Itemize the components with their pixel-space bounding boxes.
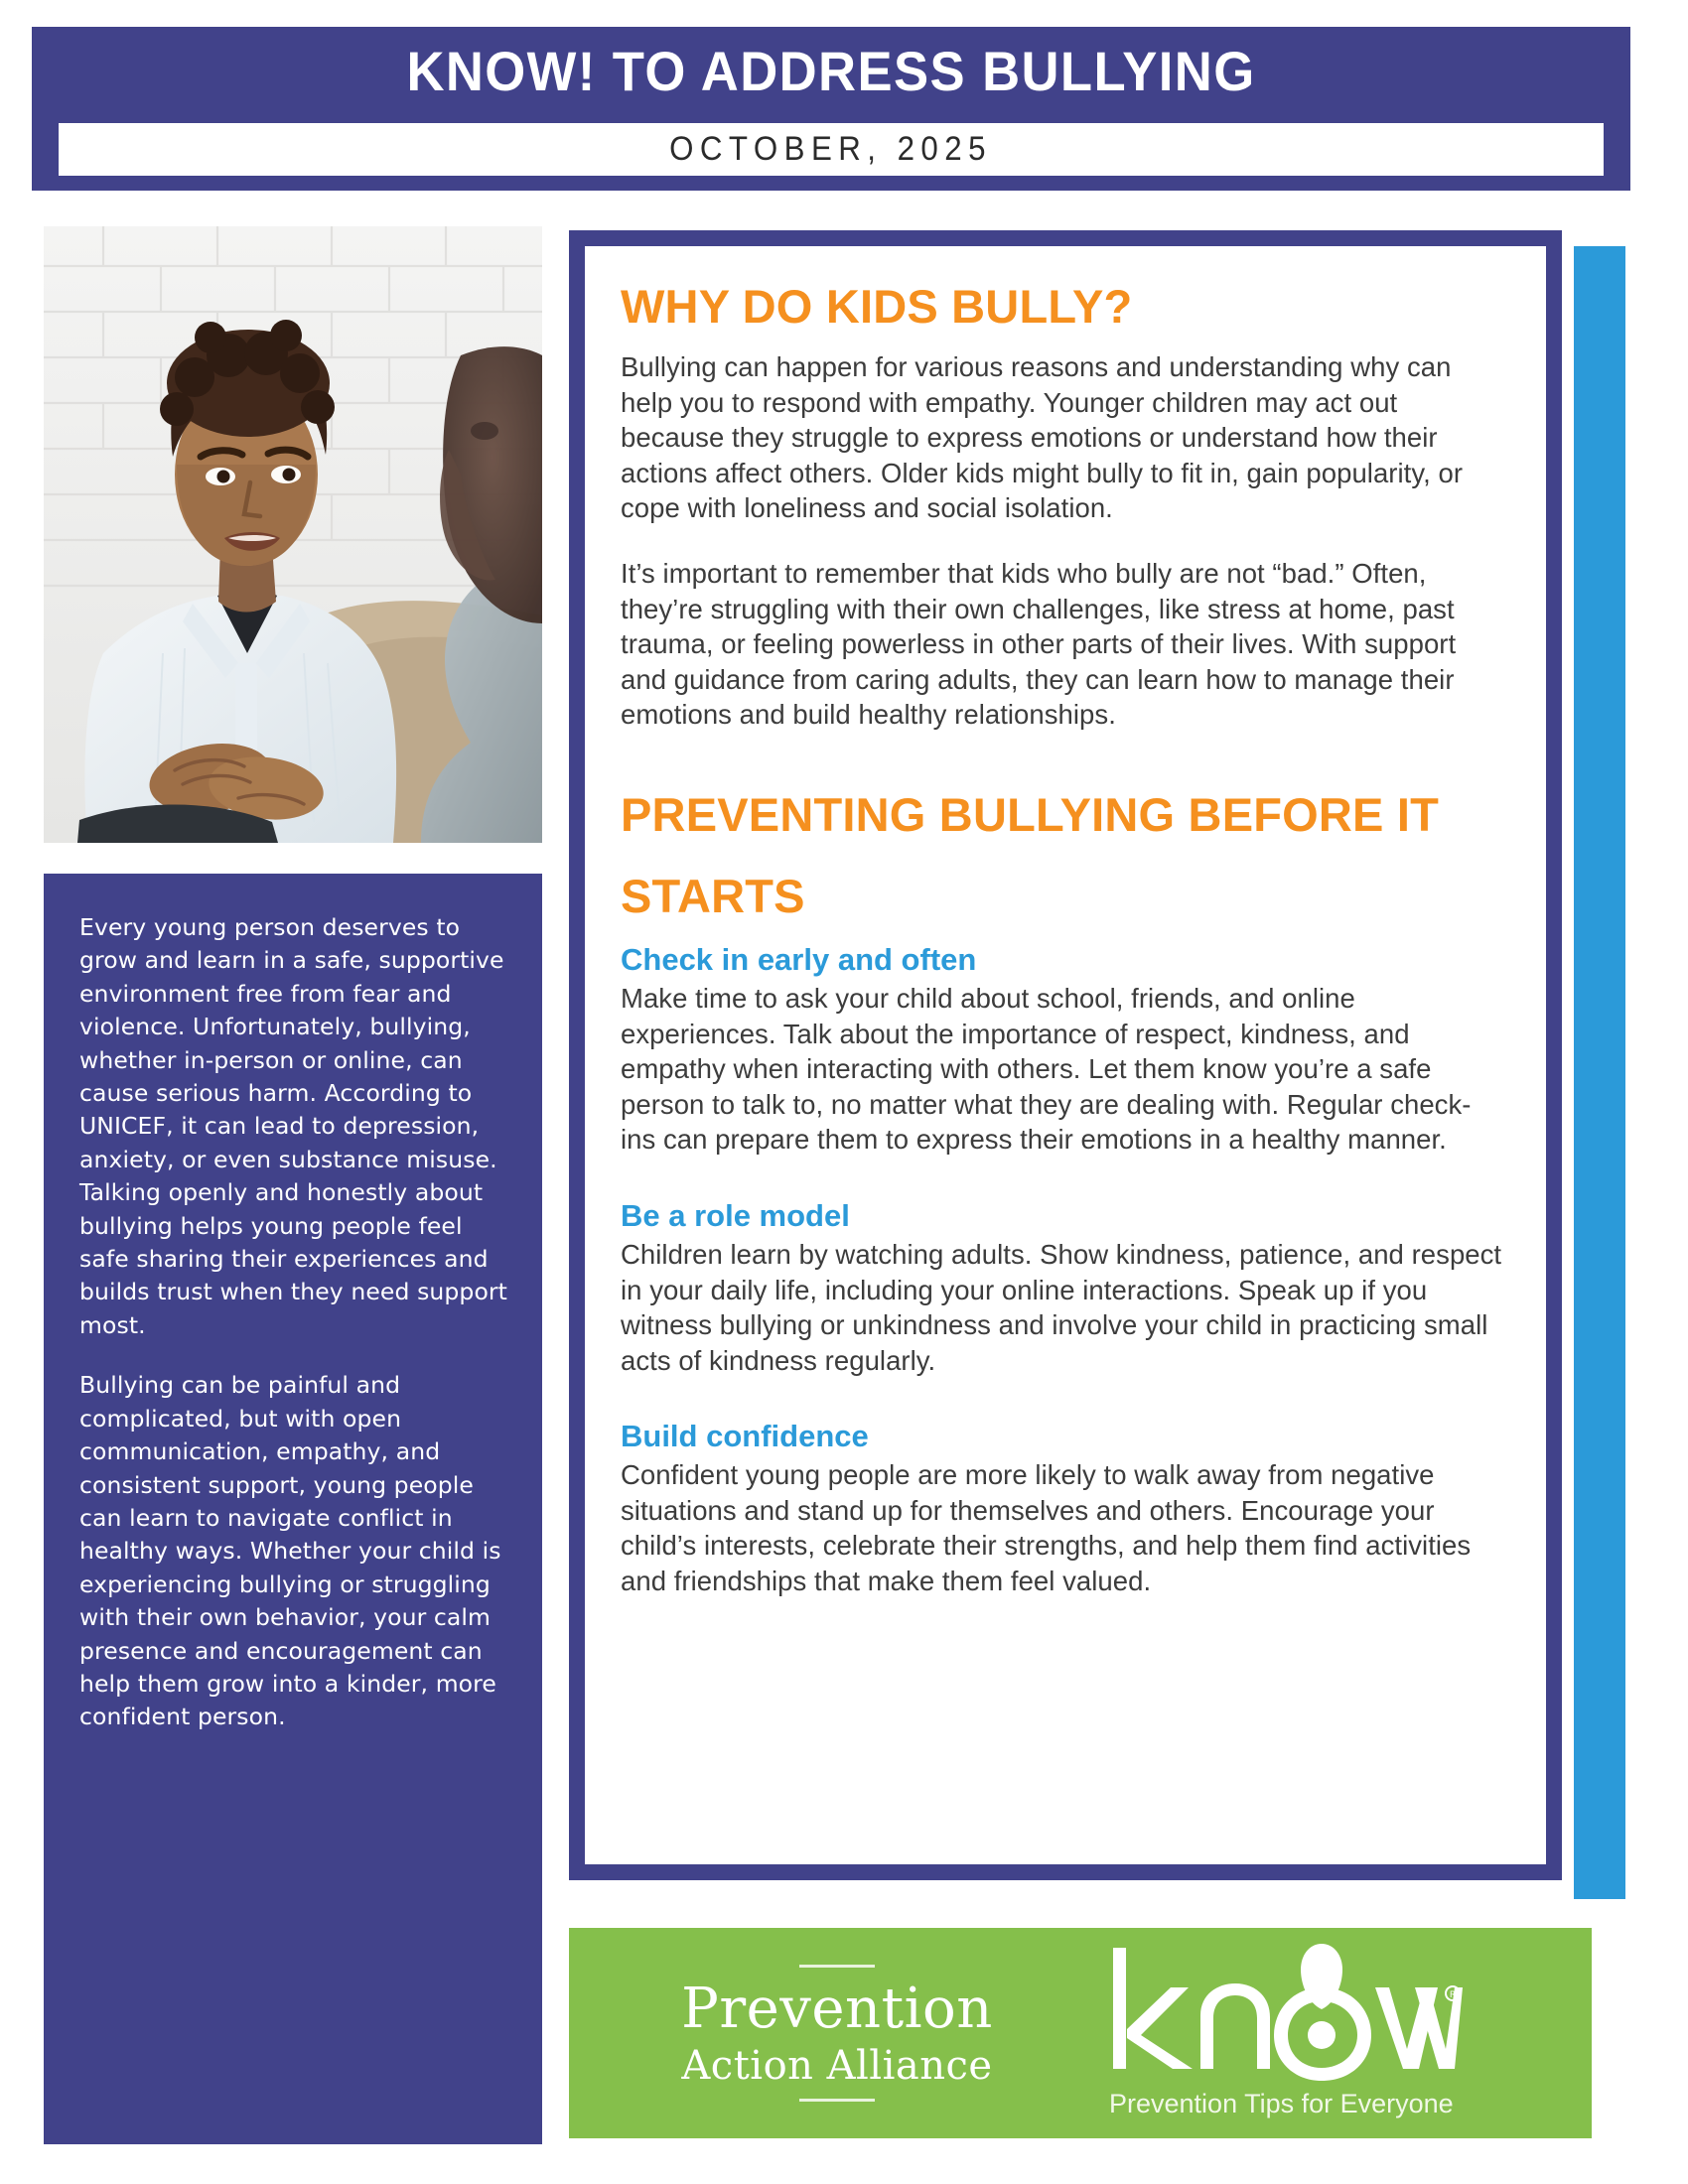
- sidebar-paragraph: Bullying can be painful and complicated, but with open communication, empathy, and consistent support, young people can learn to navigate conflict in healthy ways. Whether your child is experiencing bullying or struggling with their own behavior, your calm presence and encouragement can help them grow into a kinder, more confident person.: [79, 1371, 501, 1731]
- section-heading-why-do-kids-bully: WHY DO KIDS BULLY?: [621, 280, 1133, 333]
- photo-illustration: [44, 226, 542, 843]
- know-brand-logo: [1105, 1942, 1463, 2125]
- issue-date-band: [59, 123, 1604, 176]
- know-tagline: Prevention Tips for Everyone: [1109, 2089, 1454, 2118]
- masthead-banner: [32, 27, 1630, 191]
- main-content-inner: [582, 243, 1549, 1867]
- tip-title-be-a-role-model: Be a role model: [621, 1197, 850, 1233]
- sidebar-intro-panel: [44, 874, 542, 2144]
- paa-logo-line1: Prevention: [681, 1977, 993, 2041]
- svg-text:R: R: [1449, 1990, 1457, 2000]
- tip-body-be-a-role-model: Children learn by watching adults. Show kindness, patience, and respect in your daily life, including your online interactions. Speak up if you witness bullying or unkindness and involve your child in practicing small acts of kindness regularly.: [621, 1238, 1502, 1376]
- main-content-panel: [569, 230, 1562, 1880]
- know-logo-container: [1075, 1928, 1592, 2138]
- section1-paragraph: It’s important to remember that kids who bully are not “bad.” Often, they’re struggling with their own challenges, like stress at home, past trauma, or feeling powerless in other parts of their lives. With support and guidance from caring adults, they can learn how to manage their emotions and build healthy relationships.: [621, 557, 1457, 731]
- section1-paragraph: Bullying can happen for various reasons and understanding why can help you to respond with empathy. Younger children may act out because they struggle to express emotions or understand how their actions affect others. Older kids might bully to fit in, gain popularity, or cope with loneliness and social isolation.: [621, 351, 1464, 524]
- tip-title-check-in-early: Check in early and often: [621, 941, 977, 977]
- prevention-action-alliance-logo: [569, 1965, 1075, 2102]
- blue-accent-bar: [1574, 246, 1625, 1899]
- tip-title-build-confidence: Build confidence: [621, 1419, 869, 1454]
- logo-rule-bottom: [799, 2099, 875, 2102]
- sidebar-paragraph: Every young person deserves to grow and learn in a safe, supportive environment free from fear and violence. Unfortunately, bullying, whether in-person or online, can cause serious harm. According to UNICEF, it can lead to depression, anxiety, or even substance misuse. Talking openly and honestly about bullying helps young people feel safe sharing their experiences and builds trust when they need support most.: [79, 913, 507, 1339]
- page-title: KNOW! TO ADDRESS BULLYING: [406, 40, 1256, 102]
- paa-logo-line2: Action Alliance: [681, 2043, 993, 2089]
- feature-photo: [44, 226, 542, 843]
- tip-body-build-confidence: Confident young people are more likely to walk away from negative situations and stand up for themselves and others. Encourage your child’s interests, celebrate their strengths, and help them find activities and friendships that make them feel valued.: [621, 1459, 1472, 1597]
- know-logo-mark-icon: [1105, 1942, 1463, 2125]
- tip-body-check-in-early: Make time to ask your child about school, friends, and online experiences. Talk about the importance of respect, kindness, and empathy when interacting with others. Let them know you’re a safe person to talk to, no matter what they are dealing with. Regular check-ins can prepare them to express their emotions in a healthy manner.: [621, 982, 1472, 1156]
- section-heading-preventing-bullying: PREVENTING BULLYING BEFORE IT STARTS: [621, 787, 1440, 922]
- issue-date: OCTOBER, 2025: [669, 130, 993, 168]
- logo-rule-top: [799, 1965, 875, 1968]
- footer-logo-band: [569, 1928, 1592, 2138]
